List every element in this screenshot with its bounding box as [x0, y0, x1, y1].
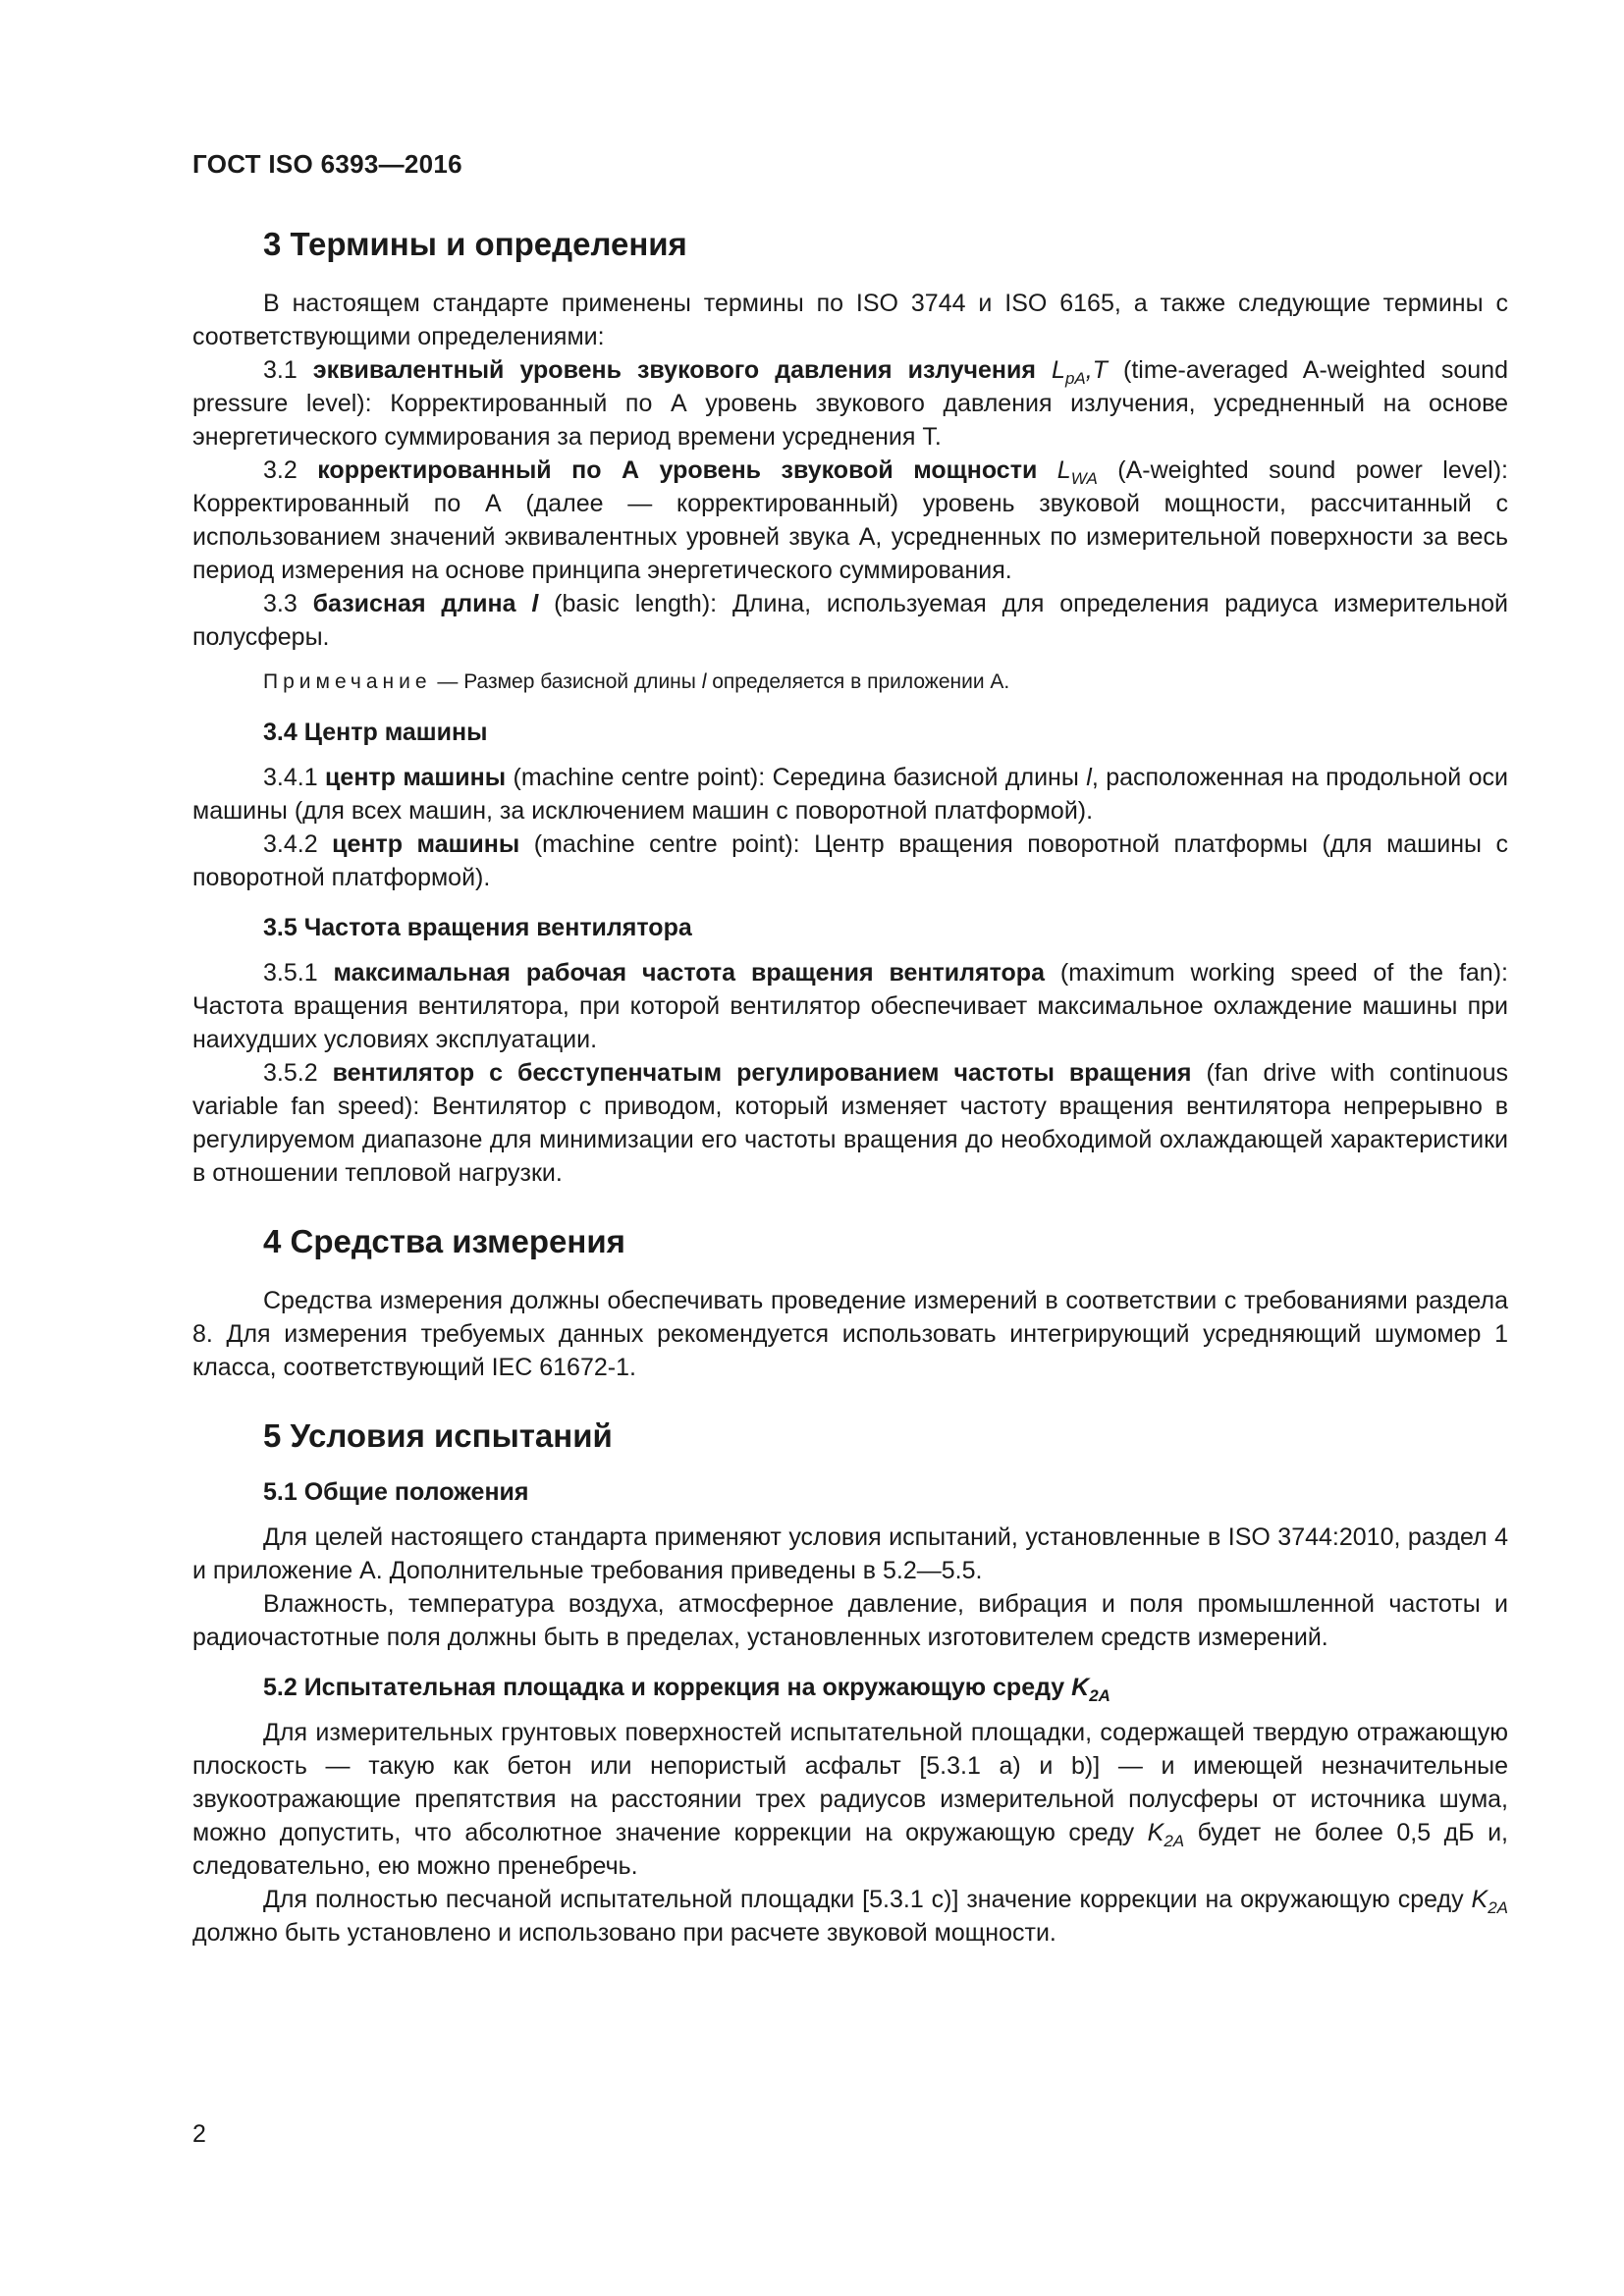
note-3-3: Примечание — Размер базисной длины l определяется в приложении А.	[263, 670, 1010, 693]
section-5-2-paragraph-2: Для полностью песчаной испытательной площадки [5.3.1 c)] значение коррекции на окружающую среду $K_{2A}$ должно быть установлено и использовано при расчете звуковой мощности.	[192, 1886, 1508, 1947]
subsection-3-4-title: 3.4 Центр машины	[263, 719, 488, 746]
term-3-1: 3.1 эквивалентный уровень звукового давления излучения $L_{pA},T$ (time-averaged A-weighted sound pressure level): Корректированный по А уровень звукового давления излучения, усредненный на основе энергетического суммирования за период времени усреднения Т.	[192, 356, 1508, 451]
term-3-4-1: 3.4.1 центр машины (machine centre point): Середина базисной длины l, расположенная на продольной оси машины (для всех машин, за исключением машин с поворотной платформой).	[192, 764, 1508, 825]
term-3-3-name: базисная длина	[312, 590, 532, 617]
term-3-5-1: 3.5.1 максимальная рабочая частота вращения вентилятора (maximum working speed of the fan): Частота вращения вентилятора, при которой вентилятор обеспечивает максимальное охлаждение машины при наихудших условиях эксплуатации.	[192, 959, 1508, 1053]
section-3-intro: В настоящем стандарте применены термины по ISO 3744 и ISO 6165, а также следующие термины с соответствующими определениями:	[192, 290, 1508, 350]
section-4-paragraph: Средства измерения должны обеспечивать проведение измерений в соответствии с требованиями раздела 8. Для измерения требуемых данных рекомендуется использовать интегрирующий усредняющий шумомер 1 класса, соответствующий IEC 61672-1.	[192, 1287, 1508, 1381]
document-body	[192, 226, 1508, 1949]
term-3-5-2: 3.5.2 вентилятор с бесступенчатым регулированием частоты вращения (fan drive with continuous variable fan speed): Вентилятор с приводом, который изменяет частоту вращения вентилятора непрерывно в регулируемом диапазоне для минимизации его частоты вращения до необходимой охлаждающей характеристики в отношении тепловой нагрузки.	[192, 1059, 1508, 1187]
section-5-1-paragraph-2: Влажность, температура воздуха, атмосферное давление, вибрация и поля промышленной частоты и радиочастотные поля должны быть в пределах, установленных изготовителем средств измерений.	[192, 1590, 1508, 1651]
section-5-title: 5 Условия испытаний	[263, 1417, 613, 1454]
subsection-5-2-title: 5.2 Испытательная площадка и коррекция на окружающую среду $K_{2A}$	[263, 1674, 1110, 1705]
subsection-5-1-title: 5.1 Общие положения	[263, 1478, 529, 1506]
section-3-title: 3 Термины и определения	[263, 226, 687, 262]
section-4-title: 4 Средства измерения	[263, 1223, 625, 1259]
term-3-1-name: эквивалентный уровень звукового давления излучения	[312, 356, 1053, 384]
term-3-2-name: корректированный по А уровень звуковой мощности	[317, 456, 1057, 484]
document-header: ГОСТ ISO 6393—2016	[192, 149, 462, 179]
section-5-2-paragraph-1: Для измерительных грунтовых поверхностей испытательной площадки, содержащей твердую отражающую плоскость — такую как бетон или непористый асфальт [5.3.1 a) и b)] — и имеющей незначительные звукоотражающие препятствия на расстоянии трех радиусов измерительной полусферы от источника шума, можно допустить, что абсолютное значение коррекции на окружающую среду $K_{2A}$ будет не более 0,5 дБ и, следовательно, ею можно пренебречь.	[192, 1719, 1508, 1880]
note-label: Примечание	[263, 670, 432, 693]
term-3-2: 3.2 корректированный по А уровень звуковой мощности $L_{WA}$ (A-weighted sound power level): Корректированный по А (далее — корректированный) уровень звуковой мощности, рассчитанный с использованием значений эквивалентных уровней звука А, усредненных по измерительной поверхности за весь период измерения на основе принципа энергетического суммирования.	[192, 456, 1508, 584]
term-3-4-2: 3.4.2 центр машины (machine centre point): Центр вращения поворотной платформы (для машины с поворотной платформой).	[192, 830, 1508, 891]
subsection-3-5-title: 3.5 Частота вращения вентилятора	[263, 914, 692, 941]
term-3-3: 3.3 базисная длина l (basic length): Длина, используемая для определения радиуса измерительной полусферы.	[192, 590, 1508, 651]
page-number: 2	[192, 2120, 206, 2148]
section-5-1-paragraph-1: Для целей настоящего стандарта применяют условия испытаний, установленные в ISO 3744:2010, раздел 4 и приложение А. Дополнительные требования приведены в 5.2—5.5.	[192, 1523, 1508, 1584]
